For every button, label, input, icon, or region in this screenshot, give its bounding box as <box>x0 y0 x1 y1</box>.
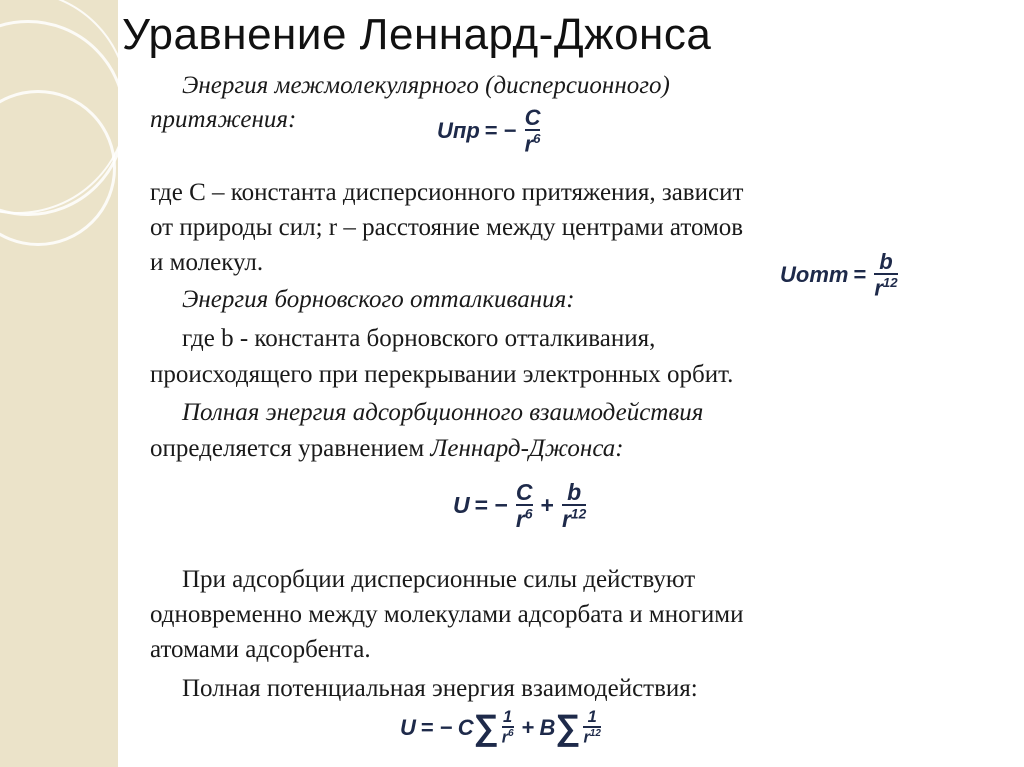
denominator-exponent: 6 <box>508 728 514 740</box>
formula-attraction <box>437 106 543 156</box>
fraction-numerator: C <box>524 105 541 130</box>
fraction-denominator <box>502 726 514 747</box>
potential-heading: Полная потенциальная энергия взаимодействия: <box>182 675 698 702</box>
formula-lhs: Uпр <box>437 117 480 143</box>
denominator-exponent: 6 <box>524 506 533 522</box>
c-description-line1: где C – константа дисперсионного притяжения, зависит <box>150 179 744 206</box>
total-heading-italic: Леннард-Джонса: <box>430 435 624 462</box>
fraction-numerator: b <box>879 249 893 274</box>
formula-constant-c: C <box>457 715 474 741</box>
denominator-exponent: 12 <box>882 275 898 291</box>
formula-repulsion <box>780 250 901 300</box>
attraction-heading-line2: притяжения: <box>150 106 297 133</box>
repulsion-heading: Энергия борновского отталкивания: <box>182 286 575 313</box>
fraction-denominator <box>583 726 600 747</box>
formula-fraction <box>874 250 897 300</box>
slide-title: Уравнение Леннард-Джонса <box>122 10 712 59</box>
decorative-sidebar <box>0 0 118 767</box>
formula-plus: + <box>540 492 554 519</box>
fraction-denominator <box>525 129 541 155</box>
b-description-line2: происходящего при перекрывании электронных орбит. <box>150 361 734 388</box>
formula-fraction-repulsion <box>583 709 600 747</box>
formula-lhs: Uотт <box>780 261 849 287</box>
dispersion-line3: атомами адсорбента. <box>150 636 371 663</box>
denominator-base: r <box>515 506 525 533</box>
denominator-base: r <box>561 506 571 533</box>
formula-plus: + <box>521 715 535 741</box>
formula-lennard-jones <box>453 480 589 531</box>
formula-fraction-attraction <box>516 480 533 531</box>
denominator-base: r <box>874 275 883 301</box>
formula-constant-b: B <box>539 715 556 741</box>
formula-lhs: U <box>400 715 416 741</box>
c-description-line3: и молекул. <box>150 249 264 276</box>
fraction-denominator <box>516 504 533 531</box>
dispersion-line1: При адсорбции дисперсионные силы действуют <box>182 566 696 593</box>
sigma-symbol: ∑ <box>473 708 499 748</box>
denominator-base: r <box>524 131 534 157</box>
dispersion-line2: одновременно между молекулами адсорбата и многими <box>150 601 744 628</box>
formula-sign: = − <box>484 117 517 143</box>
total-heading-plain: определяется уравнением <box>150 435 431 462</box>
fraction-numerator: 1 <box>587 708 597 726</box>
b-description-line1: где b - константа борновского отталкивания, <box>182 325 656 352</box>
sigma-symbol: ∑ <box>555 708 581 748</box>
fraction-denominator <box>874 273 897 299</box>
denominator-base: r <box>583 728 590 747</box>
formula-fraction-repulsion <box>562 480 586 531</box>
formula-sign: = − <box>420 715 453 741</box>
fraction-numerator: C <box>515 479 533 505</box>
fraction-numerator: 1 <box>503 708 513 726</box>
denominator-exponent: 12 <box>589 728 601 740</box>
formula-lhs: U <box>453 492 470 519</box>
formula-fraction-attraction <box>502 709 514 747</box>
fraction-denominator <box>562 504 586 531</box>
attraction-heading-line1: Энергия межмолекулярного (дисперсионного) <box>182 72 670 99</box>
denominator-base: r <box>501 728 509 747</box>
total-heading-line1: Полная энергия адсорбционного взаимодействия <box>182 399 704 426</box>
fraction-numerator: b <box>567 479 582 505</box>
total-heading-line2 <box>150 436 624 461</box>
formula-sign: = − <box>474 492 508 519</box>
formula-fraction <box>525 106 541 156</box>
c-description-line2: от природы сил; r – расстояние между центрами атомов <box>150 214 744 241</box>
formula-sign: = <box>853 261 867 287</box>
denominator-exponent: 6 <box>533 131 541 147</box>
formula-sum <box>400 709 604 747</box>
denominator-exponent: 12 <box>570 506 587 522</box>
